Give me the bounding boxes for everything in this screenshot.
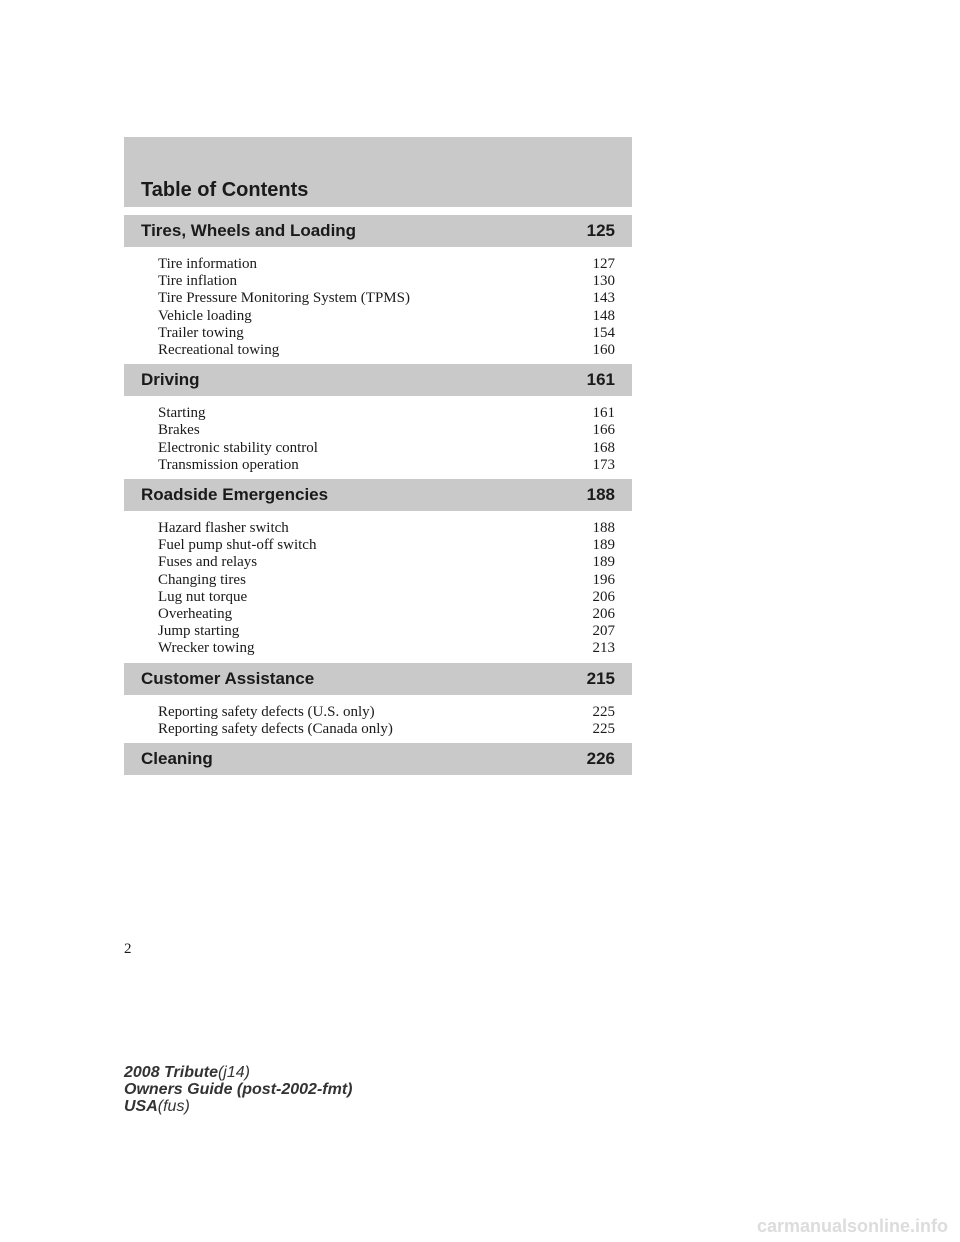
section-title: Roadside Emergencies xyxy=(141,485,329,505)
toc-entry-page: 160 xyxy=(592,342,615,359)
section-items xyxy=(124,695,632,743)
section-page: 226 xyxy=(586,749,615,769)
toc-entry[interactable] xyxy=(158,704,615,721)
toc-entry-page: 130 xyxy=(592,273,615,290)
toc-entry[interactable] xyxy=(158,290,615,307)
toc-entry-label: Recreational towing xyxy=(158,342,280,359)
toc-entry[interactable] xyxy=(158,422,615,439)
toc-entry-page: 189 xyxy=(592,554,615,571)
toc-entry-label: Tire inflation xyxy=(158,273,238,290)
toc-entry-label: Changing tires xyxy=(158,571,246,588)
toc-entry[interactable] xyxy=(158,405,615,422)
toc-entry-label: Fuel pump shut-off switch xyxy=(158,537,317,554)
toc-entry-page: 189 xyxy=(592,537,615,554)
footer-guide: Owners Guide (post-2002-fmt) xyxy=(124,1081,353,1098)
toc-entry-page: 154 xyxy=(592,324,615,341)
toc-entry[interactable] xyxy=(158,537,615,554)
section-title: Tires, Wheels and Loading xyxy=(141,221,357,240)
watermark: carmanualsonline.info xyxy=(756,1216,948,1236)
document-footer xyxy=(124,1064,352,1115)
section-header[interactable] xyxy=(124,743,632,775)
toc-entry[interactable] xyxy=(158,589,615,606)
toc-entry-label: Reporting safety defects (U.S. only) xyxy=(158,703,375,720)
section-items xyxy=(124,511,632,663)
section-title: Driving xyxy=(141,370,200,390)
toc-entry-page: 143 xyxy=(592,290,615,307)
footer-market: USA xyxy=(124,1098,158,1115)
toc-entry-label: Hazard flasher switch xyxy=(158,520,289,537)
toc-entry-page: 206 xyxy=(592,588,615,605)
toc-header xyxy=(124,137,632,207)
toc-sections xyxy=(124,215,632,775)
section-page: 215 xyxy=(586,668,615,688)
toc-entry-page: 207 xyxy=(592,623,615,640)
toc-entry-label: Jump starting xyxy=(158,623,240,640)
section-header[interactable] xyxy=(124,215,632,247)
toc-entry[interactable] xyxy=(158,325,615,342)
toc-entry-label: Tire information xyxy=(158,256,258,272)
toc-entry-label: Transmission operation xyxy=(158,456,299,473)
toc-entry-label: Overheating xyxy=(158,606,233,623)
footer-model: 2008 Tribute xyxy=(124,1064,218,1081)
toc-entry[interactable] xyxy=(158,520,615,537)
toc-entry-label: Vehicle loading xyxy=(158,307,252,324)
page-title: Table of Contents xyxy=(141,179,309,201)
section-items xyxy=(124,247,632,364)
section-page: 161 xyxy=(586,370,615,390)
section-title: Customer Assistance xyxy=(141,668,315,688)
toc-entry[interactable] xyxy=(158,554,615,571)
toc-entry[interactable] xyxy=(158,308,615,325)
toc-entry-page: 173 xyxy=(592,456,615,473)
toc-entry-page: 168 xyxy=(592,439,615,456)
toc-entry-label: Starting xyxy=(158,405,206,422)
section-header[interactable] xyxy=(124,479,632,511)
toc-entry-label: Brakes xyxy=(158,422,200,439)
toc-entry-label: Electronic stability control xyxy=(158,439,318,456)
toc-entry[interactable] xyxy=(158,256,615,273)
toc-entry-page: 127 xyxy=(592,256,615,272)
toc-entry-label: Reporting safety defects (Canada only) xyxy=(158,720,393,737)
toc-entry[interactable] xyxy=(158,572,615,589)
toc-entry[interactable] xyxy=(158,640,615,657)
section-items xyxy=(124,396,632,479)
toc-entry-label: Tire Pressure Monitoring System (TPMS) xyxy=(158,290,410,307)
toc-entry-page: 161 xyxy=(592,405,615,422)
toc-entry-page: 166 xyxy=(592,422,615,439)
toc-entry-page: 225 xyxy=(592,720,615,737)
toc-entry-page: 213 xyxy=(592,640,615,657)
footer-market-code: (fus) xyxy=(157,1098,190,1115)
toc-entry[interactable] xyxy=(158,440,615,457)
toc-entry[interactable] xyxy=(158,273,615,290)
section-page: 188 xyxy=(586,485,615,505)
section-header[interactable] xyxy=(124,663,632,695)
section-header[interactable] xyxy=(124,364,632,396)
toc-entry-page: 206 xyxy=(592,606,615,623)
toc-entry[interactable] xyxy=(158,342,615,359)
section-page: 125 xyxy=(586,221,615,240)
toc-entry[interactable] xyxy=(158,721,615,738)
page-number: 2 xyxy=(124,941,132,957)
section-title: Cleaning xyxy=(141,749,213,769)
toc-entry-label: Lug nut torque xyxy=(158,588,248,605)
toc-entry[interactable] xyxy=(158,623,615,640)
toc-entry-label: Trailer towing xyxy=(158,324,244,341)
toc-entry-page: 196 xyxy=(592,571,615,588)
toc-entry-label: Fuses and relays xyxy=(158,554,258,571)
toc-entry-page: 148 xyxy=(592,307,615,324)
toc-entry[interactable] xyxy=(158,457,615,474)
toc-entry-page: 225 xyxy=(592,703,615,720)
toc-entry-label: Wrecker towing xyxy=(158,640,255,657)
toc-entry[interactable] xyxy=(158,606,615,623)
footer-code: (j14) xyxy=(217,1064,250,1081)
toc-entry-page: 188 xyxy=(592,520,615,537)
